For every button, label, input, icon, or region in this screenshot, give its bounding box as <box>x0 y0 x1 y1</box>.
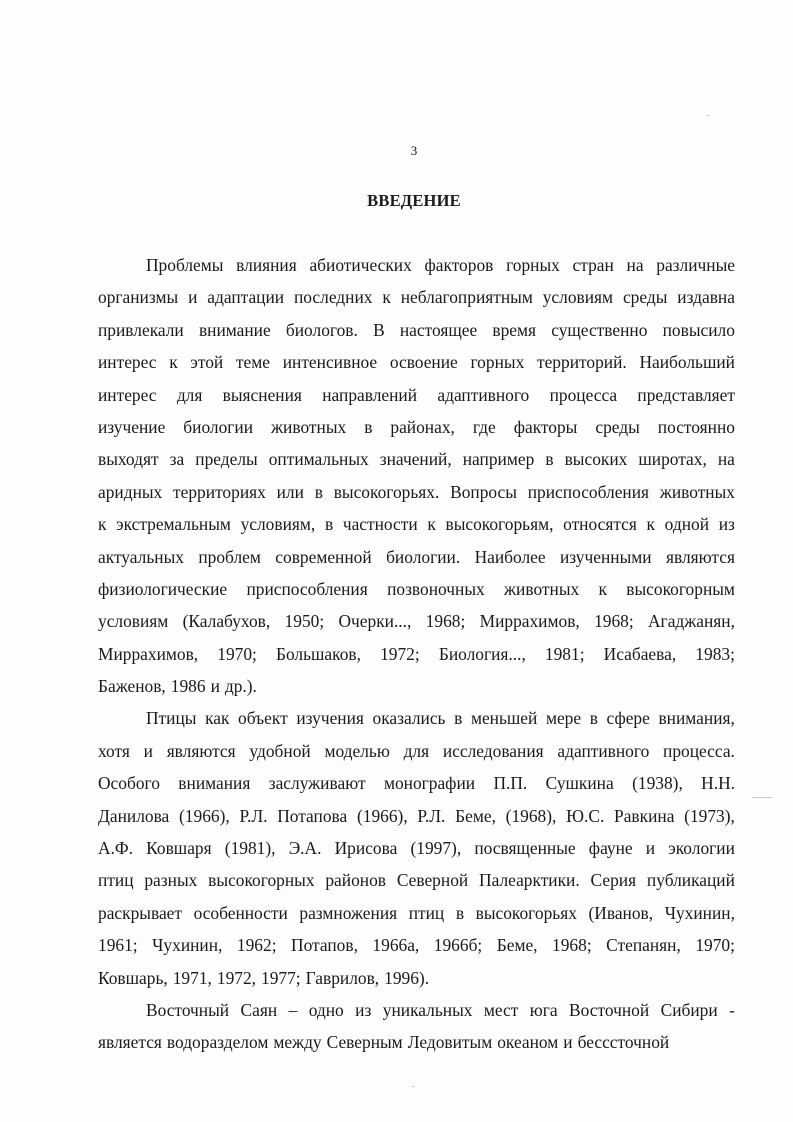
text-line: привлекали внимание биологов. В настоящее время существенно повысило <box>98 319 735 340</box>
text-line: Миррахимов, 1970; Большаков, 1972; Биология..., 1981; Исабаева, 1983; <box>98 643 735 664</box>
text-line: Птицы как объект изучения оказались в меньшей мере в сфере внимания, <box>146 708 735 729</box>
text-line: является водоразделом между Северным Ледовитым океаном и бесссточной <box>98 1032 670 1053</box>
text-line: Восточный Саян – одно из уникальных мест юга Восточной Сибири - <box>146 999 735 1020</box>
text-line: условиям (Калабухов, 1950; Очерки..., 1968; Миррахимов, 1968; Агаджанян, <box>98 611 735 632</box>
text-line: выходят за пределы оптимальных значений, например в высоких широтах, на <box>98 449 735 470</box>
text-line: Ковшарь, 1971, 1972, 1977; Гаврилов, 1996). <box>98 967 430 988</box>
text-line: аридных территориях или в высокогорьях. Вопросы приспособления животных <box>98 481 735 502</box>
body-text <box>98 249 735 1059</box>
section-heading: ВВЕДЕНИЕ <box>367 191 461 210</box>
text-line: интерес к этой теме интенсивное освоение горных территорий. Наибольший <box>98 352 735 373</box>
scan-artifact <box>412 1086 415 1087</box>
text-line: А.Ф. Ковшаря (1981), Э.А. Ирисова (1997), посвященные фауне и экологии <box>98 838 735 859</box>
text-line: хотя и являются удобной моделью для исследования адаптивного процесса. <box>98 740 735 761</box>
text-line: к экстремальным условиям, в частности к высокогорьям, относятся к одной из <box>98 514 735 535</box>
scan-artifact <box>752 797 772 798</box>
text-line: Проблемы влияния абиотических факторов горных стран на различные <box>146 255 735 275</box>
text-line: актуальных проблем современной биологии. Наиболее изученными являются <box>98 546 735 567</box>
text-line: Баженов, 1986 и др.). <box>98 676 257 697</box>
text-line: 1961; Чухинин, 1962; Потапов, 1966а, 1966б; Беме, 1968; Степанян, 1970; <box>98 935 735 956</box>
text-line: изучение биологии животных в районах, где факторы среды постоянно <box>98 416 735 437</box>
text-line: Особого внимания заслуживают монографии П.П. Сушкина (1938), Н.Н. <box>98 773 735 794</box>
text-line: раскрывает особенности размножения птиц в высокогорьях (Иванов, Чухинин, <box>98 902 735 923</box>
page-number: 3 <box>410 143 418 158</box>
scan-artifact <box>706 115 709 116</box>
text-line: физиологические приспособления позвоночных животных к высокогорным <box>98 578 735 599</box>
text-line: организмы и адаптации последних к неблагоприятным условиям среды издавна <box>98 287 735 308</box>
text-line: интерес для выяснения направлений адаптивного процесса представляет <box>98 384 735 405</box>
text-line: Данилова (1966), Р.Л. Потапова (1966), Р.Л. Беме, (1968), Ю.С. Равкина (1973), <box>98 805 735 826</box>
text-line: птиц разных высокогорных районов Северной Палеарктики. Серия публикаций <box>98 870 735 891</box>
